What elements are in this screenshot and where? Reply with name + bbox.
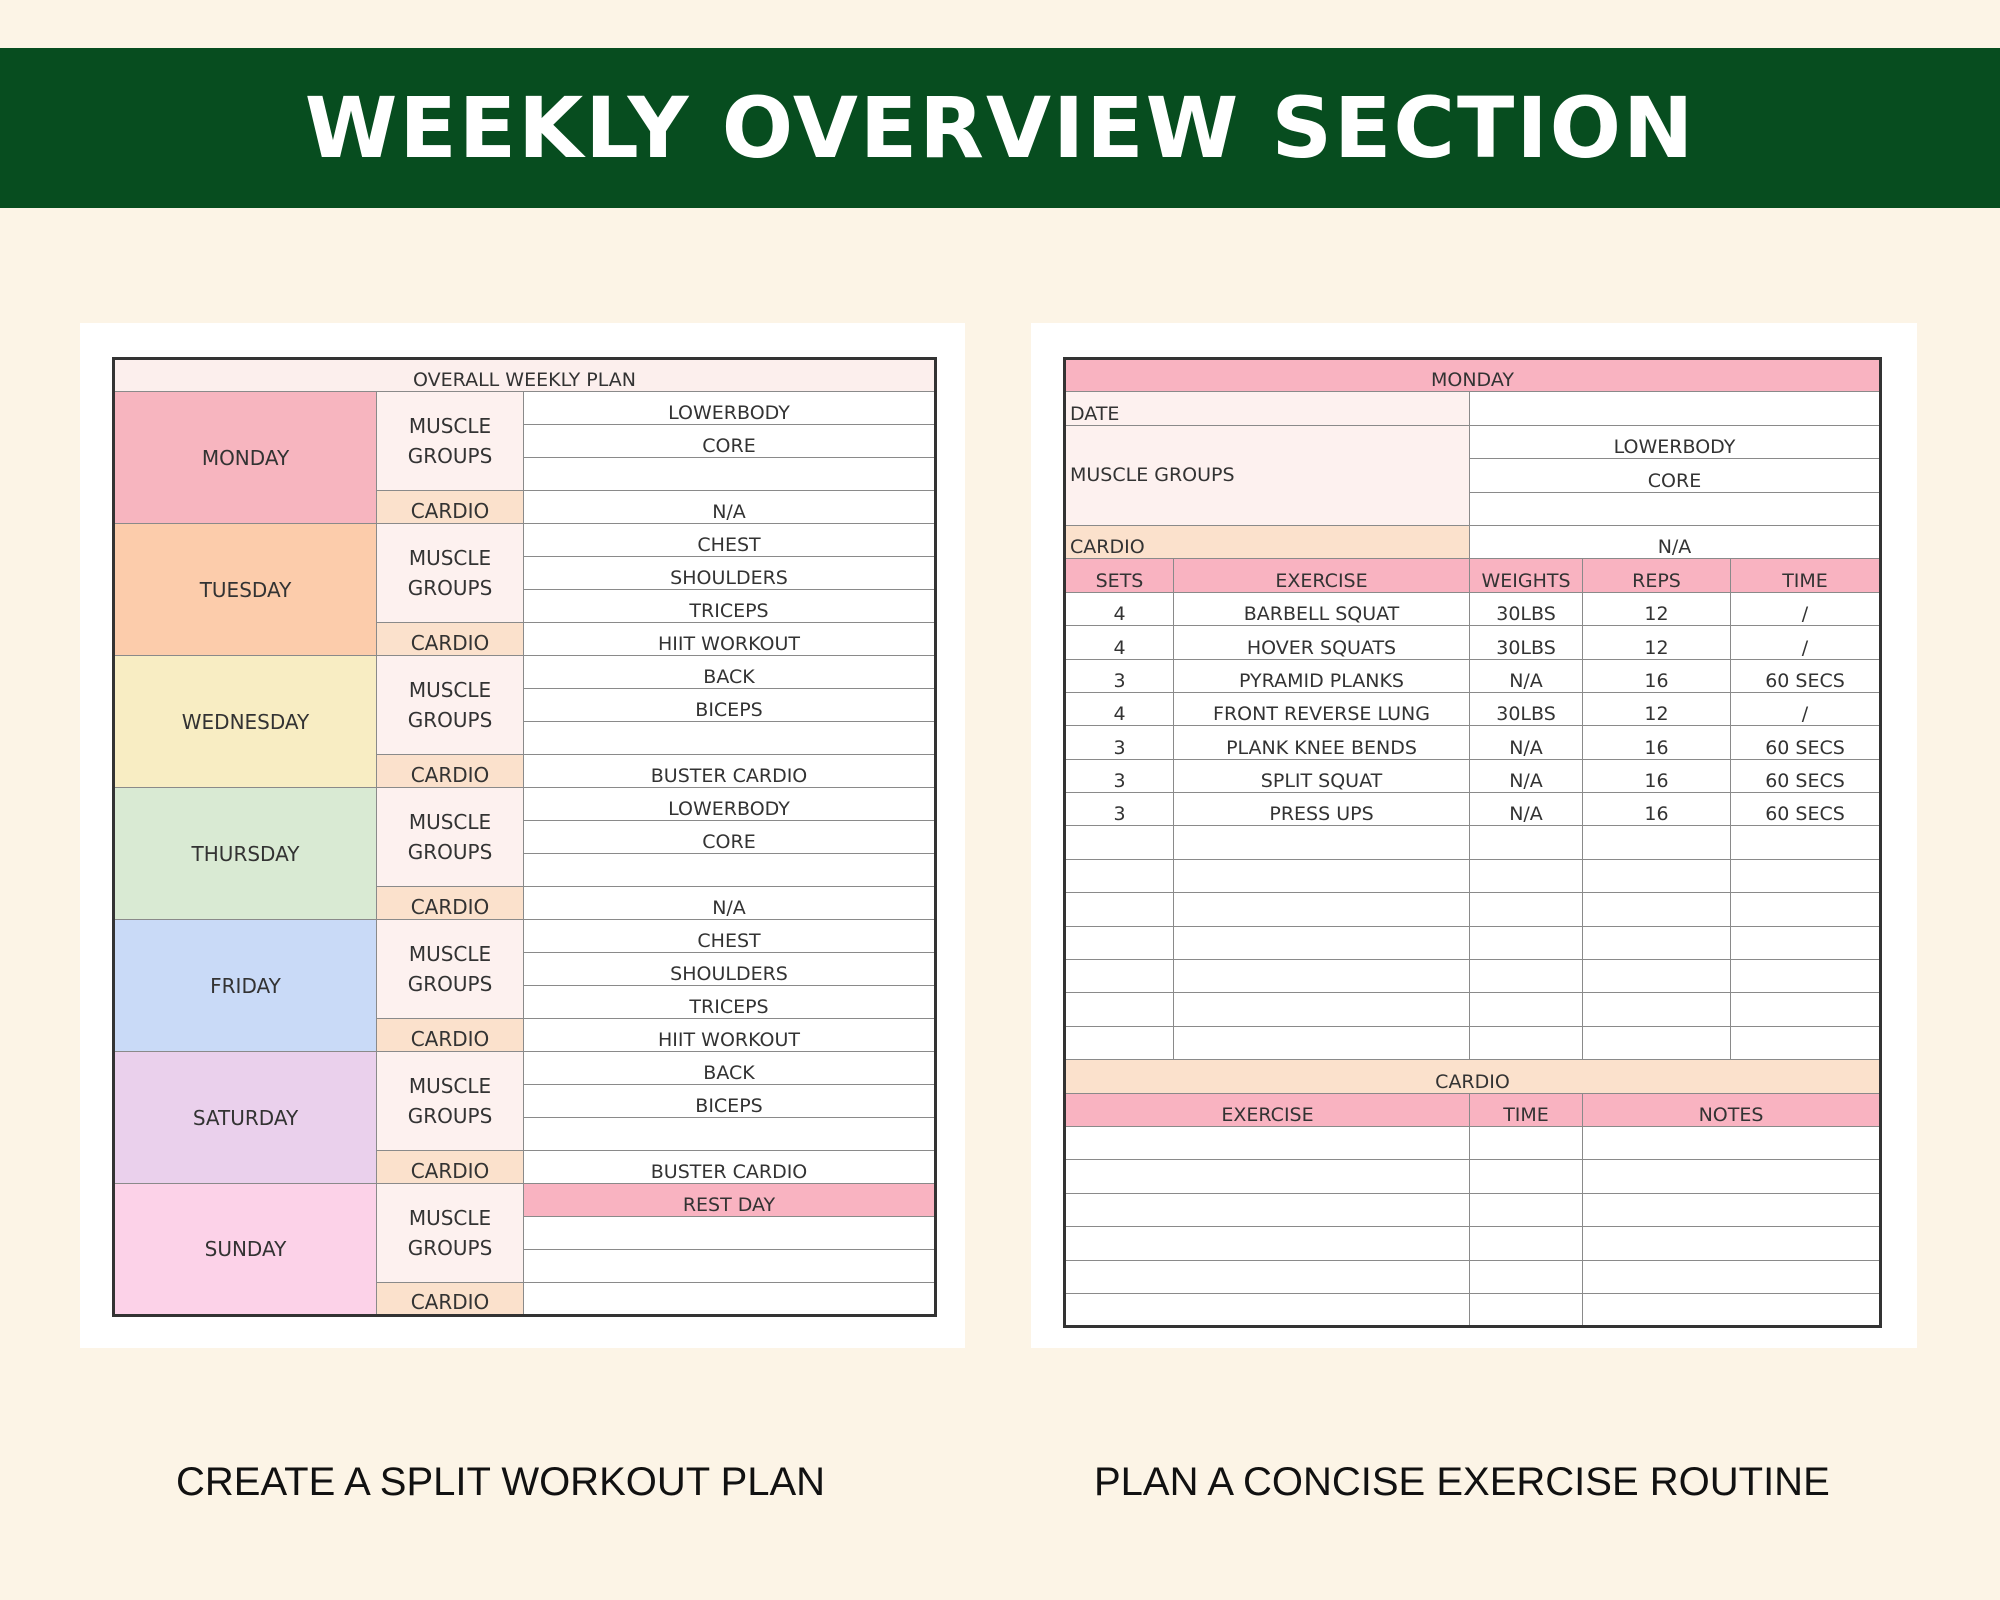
- muscle-value: CORE: [1470, 459, 1881, 492]
- day-label: MONDAY: [114, 392, 377, 524]
- cardio-section-title-row: [1065, 1060, 1881, 1093]
- cardio-entry-cell: [1470, 1160, 1583, 1193]
- exercise-cell: [1583, 859, 1731, 892]
- weekly-row: [114, 656, 936, 689]
- muscle-value: BICEPS: [524, 1085, 936, 1118]
- cardio-entry-row: [1065, 1227, 1881, 1260]
- exercise-cell: /: [1731, 592, 1881, 625]
- exercise-row: [1065, 960, 1881, 993]
- exercise-header-row: [1065, 559, 1881, 592]
- muscle-value: TRICEPS: [524, 590, 936, 623]
- muscle-value: CORE: [524, 821, 936, 854]
- cardio-entry-cell: [1065, 1293, 1470, 1326]
- date-label: DATE: [1065, 392, 1470, 425]
- exercise-cell: [1470, 993, 1583, 1026]
- date-row: [1065, 392, 1881, 425]
- muscle-row: [1065, 425, 1881, 458]
- muscle-groups-label: MUSCLE GROUPS: [377, 656, 524, 755]
- exercise-cell: [1174, 1026, 1470, 1059]
- exercise-cell: [1583, 993, 1731, 1026]
- exercise-cell: BARBELL SQUAT: [1174, 592, 1470, 625]
- cardio-entry-cell: [1065, 1193, 1470, 1226]
- day-label: SUNDAY: [114, 1184, 377, 1316]
- exercise-cell: [1731, 926, 1881, 959]
- exercise-cell: [1174, 859, 1470, 892]
- cardio-entry-cell: [1470, 1193, 1583, 1226]
- cardio-entry-cell: [1583, 1260, 1881, 1293]
- exercise-cell: PLANK KNEE BENDS: [1174, 726, 1470, 759]
- date-value[interactable]: [1470, 392, 1881, 425]
- exercise-cell: 16: [1583, 793, 1731, 826]
- exercise-cell: /: [1731, 626, 1881, 659]
- muscle-value: CHEST: [524, 524, 936, 557]
- cardio-value: N/A: [524, 887, 936, 920]
- exercise-cell: N/A: [1470, 726, 1583, 759]
- exercise-cell: [1065, 993, 1174, 1026]
- caption-split-plan: CREATE A SPLIT WORKOUT PLAN: [176, 1460, 826, 1504]
- exercise-cell: [1470, 893, 1583, 926]
- cardio-row: [1065, 525, 1881, 558]
- column-header: TIME: [1470, 1093, 1583, 1126]
- daily-routine-table: [1063, 357, 1882, 1328]
- exercise-row: [1065, 592, 1881, 625]
- exercise-cell: SPLIT SQUAT: [1174, 759, 1470, 792]
- exercise-cell: 60 SECS: [1731, 726, 1881, 759]
- exercise-row: [1065, 826, 1881, 859]
- muscle-groups-label: MUSCLE GROUPS: [377, 920, 524, 1019]
- cardio-value: HIIT WORKOUT: [524, 623, 936, 656]
- cardio-value: BUSTER CARDIO: [524, 755, 936, 788]
- weekly-title-row: [114, 359, 936, 392]
- exercise-cell: /: [1731, 692, 1881, 725]
- exercise-row: [1065, 993, 1881, 1026]
- column-header: EXERCISE: [1065, 1093, 1470, 1126]
- muscle-value: SHOULDERS: [524, 557, 936, 590]
- exercise-cell: [1174, 826, 1470, 859]
- cardio-value: N/A: [1470, 525, 1881, 558]
- muscle-groups-label: MUSCLE GROUPS: [377, 524, 524, 623]
- column-header: NOTES: [1583, 1093, 1881, 1126]
- exercise-cell: [1470, 960, 1583, 993]
- exercise-cell: 12: [1583, 692, 1731, 725]
- cardio-value: BUSTER CARDIO: [524, 1151, 936, 1184]
- cardio-label: CARDIO: [377, 1019, 524, 1052]
- column-header: REPS: [1583, 559, 1731, 592]
- exercise-cell: N/A: [1470, 793, 1583, 826]
- exercise-cell: 3: [1065, 659, 1174, 692]
- weekly-row: [114, 788, 936, 821]
- day-title-row: [1065, 359, 1881, 392]
- exercise-row: [1065, 893, 1881, 926]
- exercise-cell: 4: [1065, 692, 1174, 725]
- muscle-value: LOWERBODY: [524, 392, 936, 425]
- cardio-value: [524, 1283, 936, 1316]
- cardio-entry-cell: [1583, 1193, 1881, 1226]
- cardio-entry-cell: [1583, 1227, 1881, 1260]
- cardio-label: CARDIO: [377, 623, 524, 656]
- muscle-value: CHEST: [524, 920, 936, 953]
- cardio-label: CARDIO: [377, 755, 524, 788]
- exercise-row: [1065, 926, 1881, 959]
- muscle-value: [524, 854, 936, 887]
- exercise-cell: [1470, 926, 1583, 959]
- cardio-entry-cell: [1470, 1293, 1583, 1326]
- exercise-cell: 30LBS: [1470, 592, 1583, 625]
- exercise-cell: [1470, 826, 1583, 859]
- muscle-value: TRICEPS: [524, 986, 936, 1019]
- day-label: SATURDAY: [114, 1052, 377, 1184]
- muscle-value: BACK: [524, 1052, 936, 1085]
- exercise-cell: 30LBS: [1470, 626, 1583, 659]
- muscle-value: [524, 458, 936, 491]
- exercise-cell: FRONT REVERSE LUNG: [1174, 692, 1470, 725]
- exercise-cell: 60 SECS: [1731, 759, 1881, 792]
- cardio-entry-row: [1065, 1126, 1881, 1159]
- exercise-cell: [1065, 926, 1174, 959]
- exercise-cell: [1731, 993, 1881, 1026]
- cardio-entry-cell: [1470, 1126, 1583, 1159]
- day-label: THURSDAY: [114, 788, 377, 920]
- cardio-entry-cell: [1583, 1293, 1881, 1326]
- muscle-value: BICEPS: [524, 689, 936, 722]
- cardio-section-title: CARDIO: [1065, 1060, 1881, 1093]
- exercise-cell: 16: [1583, 759, 1731, 792]
- exercise-cell: 16: [1583, 659, 1731, 692]
- exercise-row: [1065, 626, 1881, 659]
- muscle-value: [1470, 492, 1881, 525]
- caption-exercise-routine: PLAN A CONCISE EXERCISE ROUTINE: [1094, 1460, 1830, 1504]
- weekly-plan-table: [112, 357, 937, 1317]
- header-banner: [0, 48, 2000, 208]
- muscle-value: CORE: [524, 425, 936, 458]
- cardio-header-row: [1065, 1093, 1881, 1126]
- exercise-cell: 12: [1583, 592, 1731, 625]
- cardio-entry-cell: [1065, 1260, 1470, 1293]
- exercise-row: [1065, 1026, 1881, 1059]
- muscle-value: [524, 722, 936, 755]
- exercise-cell: [1174, 960, 1470, 993]
- muscle-groups-label: MUSCLE GROUPS: [377, 788, 524, 887]
- exercise-cell: 60 SECS: [1731, 793, 1881, 826]
- muscle-groups-label: MUSCLE GROUPS: [377, 1184, 524, 1283]
- muscle-value: [524, 1217, 936, 1250]
- cardio-entry-cell: [1470, 1227, 1583, 1260]
- exercise-cell: [1731, 826, 1881, 859]
- cardio-entry-row: [1065, 1293, 1881, 1326]
- muscle-groups-label: MUSCLE GROUPS: [377, 1052, 524, 1151]
- cardio-label: CARDIO: [377, 1151, 524, 1184]
- muscle-value: REST DAY: [524, 1184, 936, 1217]
- cardio-label: CARDIO: [377, 491, 524, 524]
- exercise-row: [1065, 659, 1881, 692]
- cardio-label: CARDIO: [377, 887, 524, 920]
- exercise-cell: [1174, 926, 1470, 959]
- exercise-row: [1065, 759, 1881, 792]
- exercise-cell: [1583, 826, 1731, 859]
- cardio-value: HIIT WORKOUT: [524, 1019, 936, 1052]
- cardio-entry-cell: [1065, 1126, 1470, 1159]
- column-header: EXERCISE: [1174, 559, 1470, 592]
- column-header: TIME: [1731, 559, 1881, 592]
- exercise-cell: N/A: [1470, 759, 1583, 792]
- exercise-cell: [1470, 859, 1583, 892]
- weekly-row: [114, 524, 936, 557]
- exercise-row: [1065, 793, 1881, 826]
- exercise-cell: [1065, 893, 1174, 926]
- exercise-cell: 3: [1065, 726, 1174, 759]
- exercise-cell: [1174, 893, 1470, 926]
- exercise-cell: 3: [1065, 793, 1174, 826]
- cardio-label: CARDIO: [377, 1283, 524, 1316]
- muscle-value: BACK: [524, 656, 936, 689]
- day-label: FRIDAY: [114, 920, 377, 1052]
- muscle-groups-label: MUSCLE GROUPS: [1065, 425, 1470, 525]
- exercise-cell: [1731, 960, 1881, 993]
- exercise-cell: PYRAMID PLANKS: [1174, 659, 1470, 692]
- exercise-cell: [1583, 926, 1731, 959]
- exercise-row: [1065, 859, 1881, 892]
- muscle-value: SHOULDERS: [524, 953, 936, 986]
- muscle-value: [524, 1250, 936, 1283]
- exercise-cell: [1470, 1026, 1583, 1059]
- exercise-cell: 4: [1065, 626, 1174, 659]
- exercise-cell: [1583, 1026, 1731, 1059]
- exercise-cell: 4: [1065, 592, 1174, 625]
- muscle-value: [524, 1118, 936, 1151]
- day-label: TUESDAY: [114, 524, 377, 656]
- weekly-plan-title: OVERALL WEEKLY PLAN: [114, 359, 936, 392]
- weekly-row: [114, 1184, 936, 1217]
- cardio-entry-cell: [1065, 1160, 1470, 1193]
- exercise-cell: [1065, 859, 1174, 892]
- exercise-cell: 16: [1583, 726, 1731, 759]
- cardio-entry-row: [1065, 1160, 1881, 1193]
- exercise-cell: HOVER SQUATS: [1174, 626, 1470, 659]
- cardio-entry-cell: [1065, 1227, 1470, 1260]
- muscle-value: LOWERBODY: [1470, 425, 1881, 458]
- exercise-cell: [1731, 893, 1881, 926]
- muscle-groups-label: MUSCLE GROUPS: [377, 392, 524, 491]
- exercise-cell: N/A: [1470, 659, 1583, 692]
- exercise-cell: [1065, 1026, 1174, 1059]
- cardio-entry-cell: [1583, 1160, 1881, 1193]
- banner-title: WEEKLY OVERVIEW SECTION: [304, 79, 1696, 177]
- cardio-entry-cell: [1470, 1260, 1583, 1293]
- weekly-row: [114, 392, 936, 425]
- column-header: WEIGHTS: [1470, 559, 1583, 592]
- exercise-row: [1065, 726, 1881, 759]
- column-header: SETS: [1065, 559, 1174, 592]
- cardio-value: N/A: [524, 491, 936, 524]
- weekly-row: [114, 1052, 936, 1085]
- exercise-cell: [1065, 826, 1174, 859]
- exercise-cell: [1174, 993, 1470, 1026]
- exercise-cell: 3: [1065, 759, 1174, 792]
- exercise-cell: [1731, 1026, 1881, 1059]
- cardio-entry-cell: [1583, 1126, 1881, 1159]
- exercise-cell: 12: [1583, 626, 1731, 659]
- exercise-cell: [1583, 960, 1731, 993]
- cardio-label: CARDIO: [1065, 525, 1470, 558]
- exercise-cell: 60 SECS: [1731, 659, 1881, 692]
- day-title: MONDAY: [1065, 359, 1881, 392]
- exercise-cell: PRESS UPS: [1174, 793, 1470, 826]
- exercise-cell: [1583, 893, 1731, 926]
- exercise-cell: 30LBS: [1470, 692, 1583, 725]
- muscle-value: LOWERBODY: [524, 788, 936, 821]
- cardio-entry-row: [1065, 1260, 1881, 1293]
- exercise-cell: [1731, 859, 1881, 892]
- cardio-entry-row: [1065, 1193, 1881, 1226]
- weekly-row: [114, 920, 936, 953]
- exercise-row: [1065, 692, 1881, 725]
- exercise-cell: [1065, 960, 1174, 993]
- day-label: WEDNESDAY: [114, 656, 377, 788]
